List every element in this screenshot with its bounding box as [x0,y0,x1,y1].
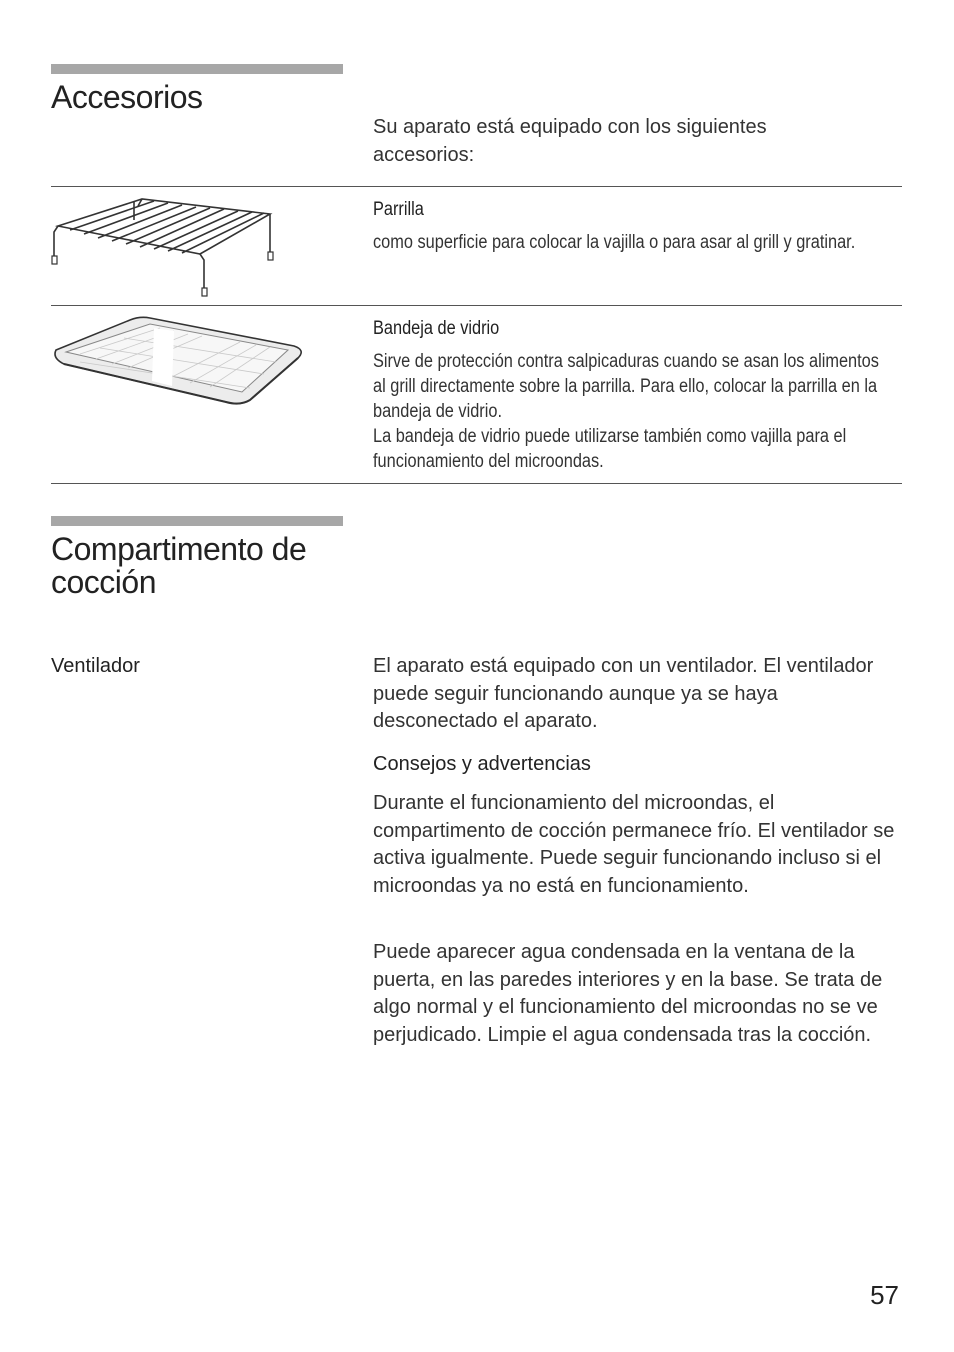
accessories-intro: Su aparato está equipado con los siguientes accesorios: [373,116,767,166]
section-title-accesorios: Accesorios [51,79,203,115]
divider [51,483,902,484]
accessory-description: como superficie para colocar la vajilla o para asar al grill y gratinar. [373,232,856,253]
accessory-description-para: Sirve de protección contra salpicaduras cuando se asan los alimentos al grill directamente sobre la parrilla. Para ello, colocar la parrilla en la bandeja de vidrio. [373,351,879,422]
divider [51,305,902,306]
accessory-description [373,349,889,474]
section-bar-compartimento [51,516,343,526]
paragraph: Puede aparecer agua condensada en la ventana de la puerta, en las paredes interiores y en la base. Se trata de algo normal y el funcionamiento del microondas no se ve perjudicado. Limpie el agua condensada tras la cocción. [373,941,883,1046]
section-bar-accesorios [51,64,343,74]
wire-rack-icon [50,196,280,300]
glass-tray-icon [50,314,306,408]
accessory-name: Bandeja de vidrio [373,318,500,339]
page-number: 57 [870,1280,899,1310]
accessory-description-para: La bandeja de vidrio puede utilizarse también como vajilla para el funcionamiento del microondas. [373,426,847,472]
divider [51,186,902,187]
section-title-compartimento: Compartimento de cocción [51,531,307,600]
accessory-name: Parrilla [373,199,424,220]
subheading: Consejos y advertencias [373,753,591,775]
paragraph: El aparato está equipado con un ventilador. El ventilador puede seguir funcionando aunque ya se haya desconectado el aparato. [373,655,874,732]
paragraph: Durante el funcionamiento del microondas, el compartimento de cocción permanece frío. El ventilador se activa igualmente. Puede seguir funcionando incluso si el microondas ya no está en funcionamiento. [373,792,895,897]
subsection-label: Ventilador [51,655,140,677]
